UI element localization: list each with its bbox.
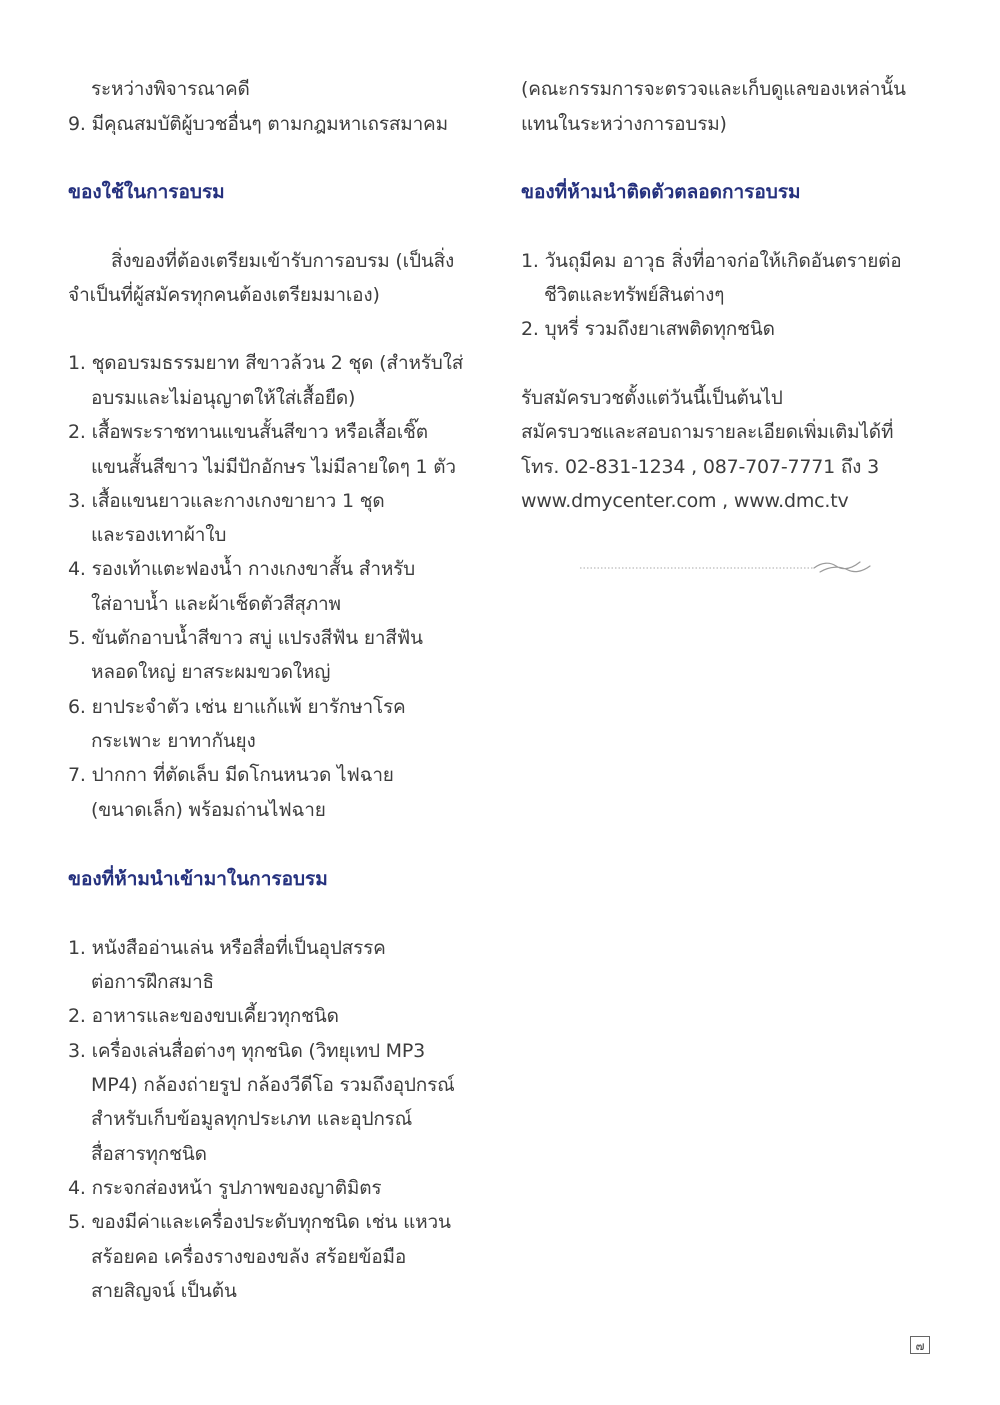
list-item: 1. ชุดอบรมธรรมยาท สีขาวล้วน 2 ชุด (สำหรับใส่ — [68, 352, 464, 374]
list-item: 6. ยาประจำตัว เช่น ยาแก้แพ้ ยารักษาโรค — [68, 696, 406, 718]
contact-websites: www.dmycenter.com , www.dmc.tv — [521, 490, 849, 512]
supplies-intro-line: สิ่งของที่ต้องเตรียมเข้ารับการอบรม (เป็นสิ่ง — [111, 250, 455, 272]
list-item: 2. อาหารและของขบเคี้ยวทุกชนิด — [68, 1005, 339, 1027]
supplies-heading: ของใช้ในการอบรม — [68, 181, 225, 203]
list-item-continuation: สื่อสารทุกชนิด — [91, 1143, 207, 1165]
list-item-continuation: ชีวิตและทรัพย์สินต่างๆ — [544, 284, 725, 306]
list-item: 2. บุหรี่ รวมถึงยาเสพติดทุกชนิด — [521, 318, 775, 340]
list-item: 3. เครื่องเล่นสื่อต่างๆ ทุกชนิด (วิทยุเทป MP3 — [68, 1040, 426, 1062]
intro-tail-line: ระหว่างพิจารณาคดี — [91, 78, 250, 100]
list-item: 1. วันถุมีคม อาวุธ สิ่งที่อาจก่อให้เกิดอันตรายต่อ — [521, 250, 902, 272]
list-item: 7. ปากกา ที่ตัดเล็บ มีดโกนหนวด ไฟฉาย — [68, 764, 394, 786]
list-item: 4. รองเท้าแตะฟองน้ำ กางเกงขาสั้น สำหรับ — [68, 558, 416, 580]
list-item-continuation: สายสิญจน์ เป็นต้น — [91, 1280, 237, 1302]
list-item: 2. เสื้อพระราชทานแขนสั้นสีขาว หรือเสื้อเชิ๊ต — [68, 421, 428, 443]
contact-line: รับสมัครบวชตั้งแต่วันนี้เป็นต้นไป — [521, 387, 783, 409]
list-item-continuation: แขนสั้นสีขาว ไม่มีปักอักษร ไม่มีลายใดๆ 1 ตัว — [91, 456, 456, 478]
list-item-continuation: (ขนาดเล็ก) พร้อมถ่านไฟฉาย — [91, 799, 326, 821]
contact-phone: โทร. 02-831-1234 , 087-707-7771 ถึง 3 — [521, 456, 879, 478]
list-item: 3. เสื้อแขนยาวและกางเกงขายาว 1 ชุด — [68, 490, 385, 512]
list-item-continuation: กระเพาะ ยาทากันยุง — [91, 730, 256, 752]
list-item: 1. หนังสืออ่านเล่น หรือสื่อที่เป็นอุปสรรค — [68, 937, 386, 959]
contact-line: สมัครบวชและสอบถามรายละเอียดเพิ่มเติมได้ที่ — [521, 421, 894, 443]
list-item: 5. ของมีค่าและเครื่องประดับทุกชนิด เช่น แหวน — [68, 1211, 451, 1233]
supplies-intro-line: จำเป็นที่ผู้สมัครทุกคนต้องเตรียมมาเอง) — [68, 284, 380, 306]
list-item-continuation: และรองเทาผ้าใบ — [91, 524, 227, 546]
prohibited-heading: ของที่ห้ามนำเข้ามาในการอบรม — [68, 868, 328, 890]
list-item-continuation: สร้อยคอ เครื่องรางของขลัง สร้อยข้อมือ — [91, 1246, 407, 1268]
list-item-continuation: ใส่อาบน้ำ และผ้าเช็ดตัวสีสุภาพ — [91, 593, 341, 615]
list-item-continuation: ต่อการฝึกสมาธิ — [91, 971, 214, 993]
intro-tail-line: 9. มีคุณสมบัติผู้บวชอื่นๆ ตามกฎมหาเถรสมาคม — [68, 113, 448, 135]
page-number: ๗ — [910, 1336, 930, 1354]
intro-tail-line: แทนในระหว่างการอบรม) — [521, 113, 727, 135]
list-item-continuation: อบรมและไม่อนุญาตให้ใส่เสื้อยืด) — [91, 387, 356, 409]
list-item-continuation: MP4) กล้องถ่ายรูป กล้องวีดีโอ รวมถึงอุปกรณ์ — [91, 1074, 455, 1096]
list-item-continuation: หลอดใหญ่ ยาสระผมขวดใหญ่ — [91, 661, 331, 683]
list-item: 4. กระจกส่องหน้า รูปภาพของญาติมิตร — [68, 1177, 382, 1199]
list-item-continuation: สำหรับเก็บข้อมูลทุกประเภท และอุปกรณ์ — [91, 1108, 413, 1130]
carry-heading: ของที่ห้ามนำติดตัวตลอดการอบรม — [521, 181, 801, 203]
list-item: 5. ขันตักอาบน้ำสีขาว สบู่ แปรงสีฟัน ยาสีฟัน — [68, 627, 423, 649]
intro-tail-line: (คณะกรรมการจะตรวจและเก็บดูแลของเหล่านั้น — [521, 78, 906, 100]
ornament-divider-icon — [578, 552, 874, 578]
